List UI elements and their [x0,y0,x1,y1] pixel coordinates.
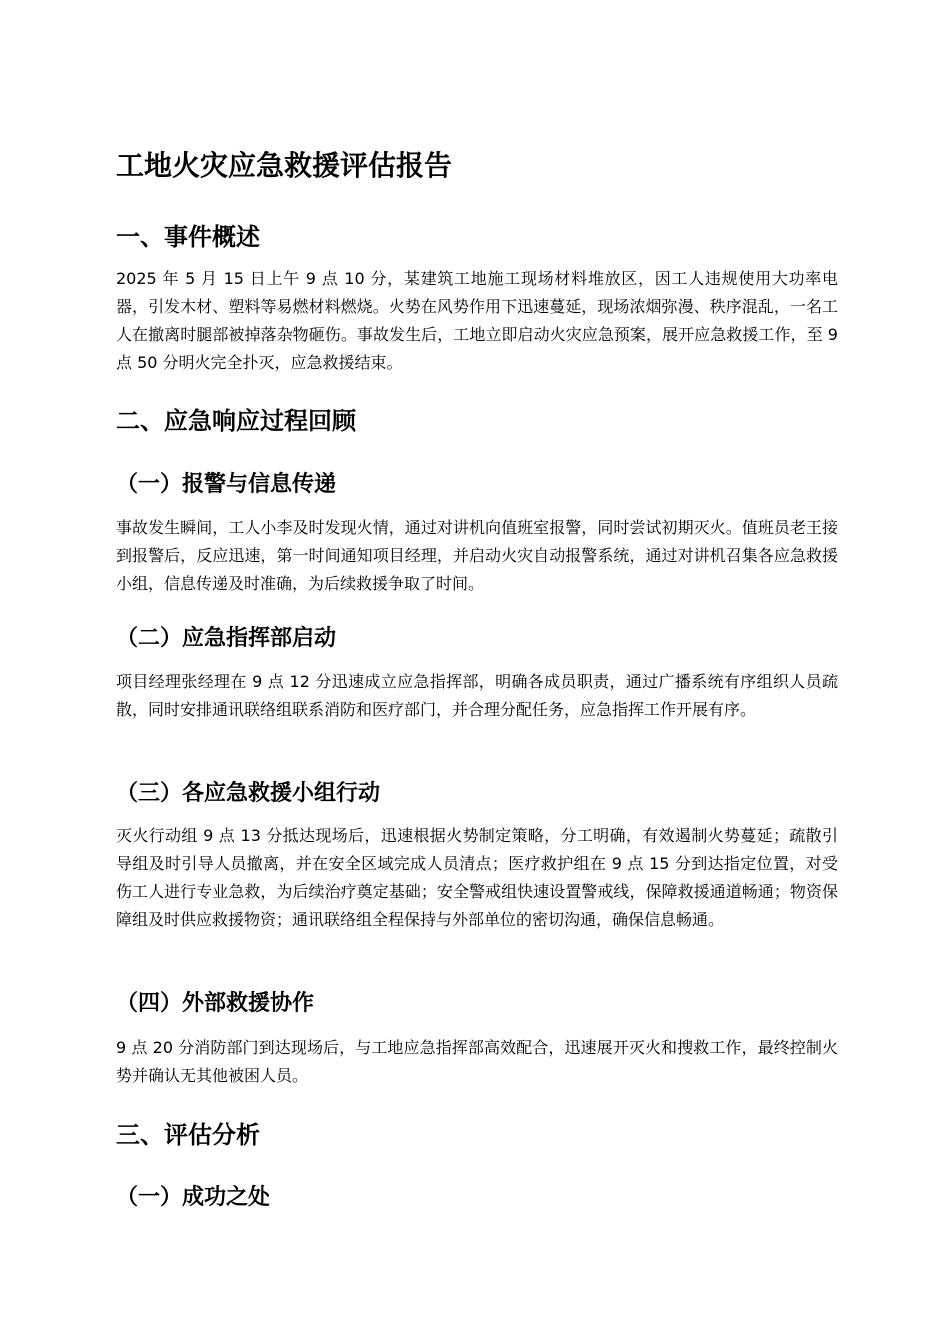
command-paragraph: 项目经理张经理在 9 点 12 分迅速成立应急指挥部，明确各成员职责，通过广播系统有序组织人员疏散，同时安排通讯联络组联系消防和医疗部门，并合理分配任务，应急指挥工作开展有序。 [116,672,838,719]
subsection-heading-rescue-teams: （三）各应急救援小组行动 [116,781,381,806]
section-heading-overview: 一、事件概述 [116,223,260,251]
subsection-heading-alarm: （一）报警与信息传递 [116,472,337,497]
subsection-heading-successes: （一）成功之处 [116,1185,271,1210]
section-heading-response-review: 二、应急响应过程回顾 [116,407,356,435]
document-title: 工地火灾应急救援评估报告 [116,149,453,182]
rescue-teams-paragraph: 灭火行动组 9 点 13 分抵达现场后，迅速根据火势制定策略，分工明确，有效遏制火势蔓延；疏散引导组及时引导人员撤离，并在安全区域完成人员清点；医疗救护组在 9 点 15 分到达指定位置，对受伤工人进行专业急救，为后续治疗奠定基础；安全警戒组快速设置警戒线，保障救援通道畅通；物资保障组及时供应救援物资；通讯联络组全程保持与外部单位的密切沟通，确保信息畅通。 [116,826,838,929]
alarm-paragraph: 事故发生瞬间，工人小李及时发现火情，通过对讲机向值班室报警，同时尝试初期灭火。值班员老王接到报警后，反应迅速，第一时间通知项目经理，并启动火灾自动报警系统，通过对讲机召集各应急救援小组，信息传递及时准确，为后续救援争取了时间。 [116,518,838,593]
external-paragraph: 9 点 20 分消防部门到达现场后，与工地应急指挥部高效配合，迅速展开灭火和搜救工作，最终控制火势并确认无其他被困人员。 [116,1038,838,1085]
overview-paragraph: 2025 年 5 月 15 日上午 9 点 10 分，某建筑工地施工现场材料堆放区，因工人违规使用大功率电器，引发木材、塑料等易燃材料燃烧。火势在风势作用下迅速蔓延，现场浓烟弥漫、秩序混乱，一名工人在撤离时腿部被掉落杂物砸伤。事故发生后，工地立即启动火灾应急预案，展开应急救援工作，至 9 点 50 分明火完全扑灭，应急救援结束。 [116,269,838,372]
subsection-heading-external: （四）外部救援协作 [116,991,315,1016]
section-heading-evaluation: 三、评估分析 [116,1121,260,1149]
subsection-heading-command: （二）应急指挥部启动 [116,626,337,651]
